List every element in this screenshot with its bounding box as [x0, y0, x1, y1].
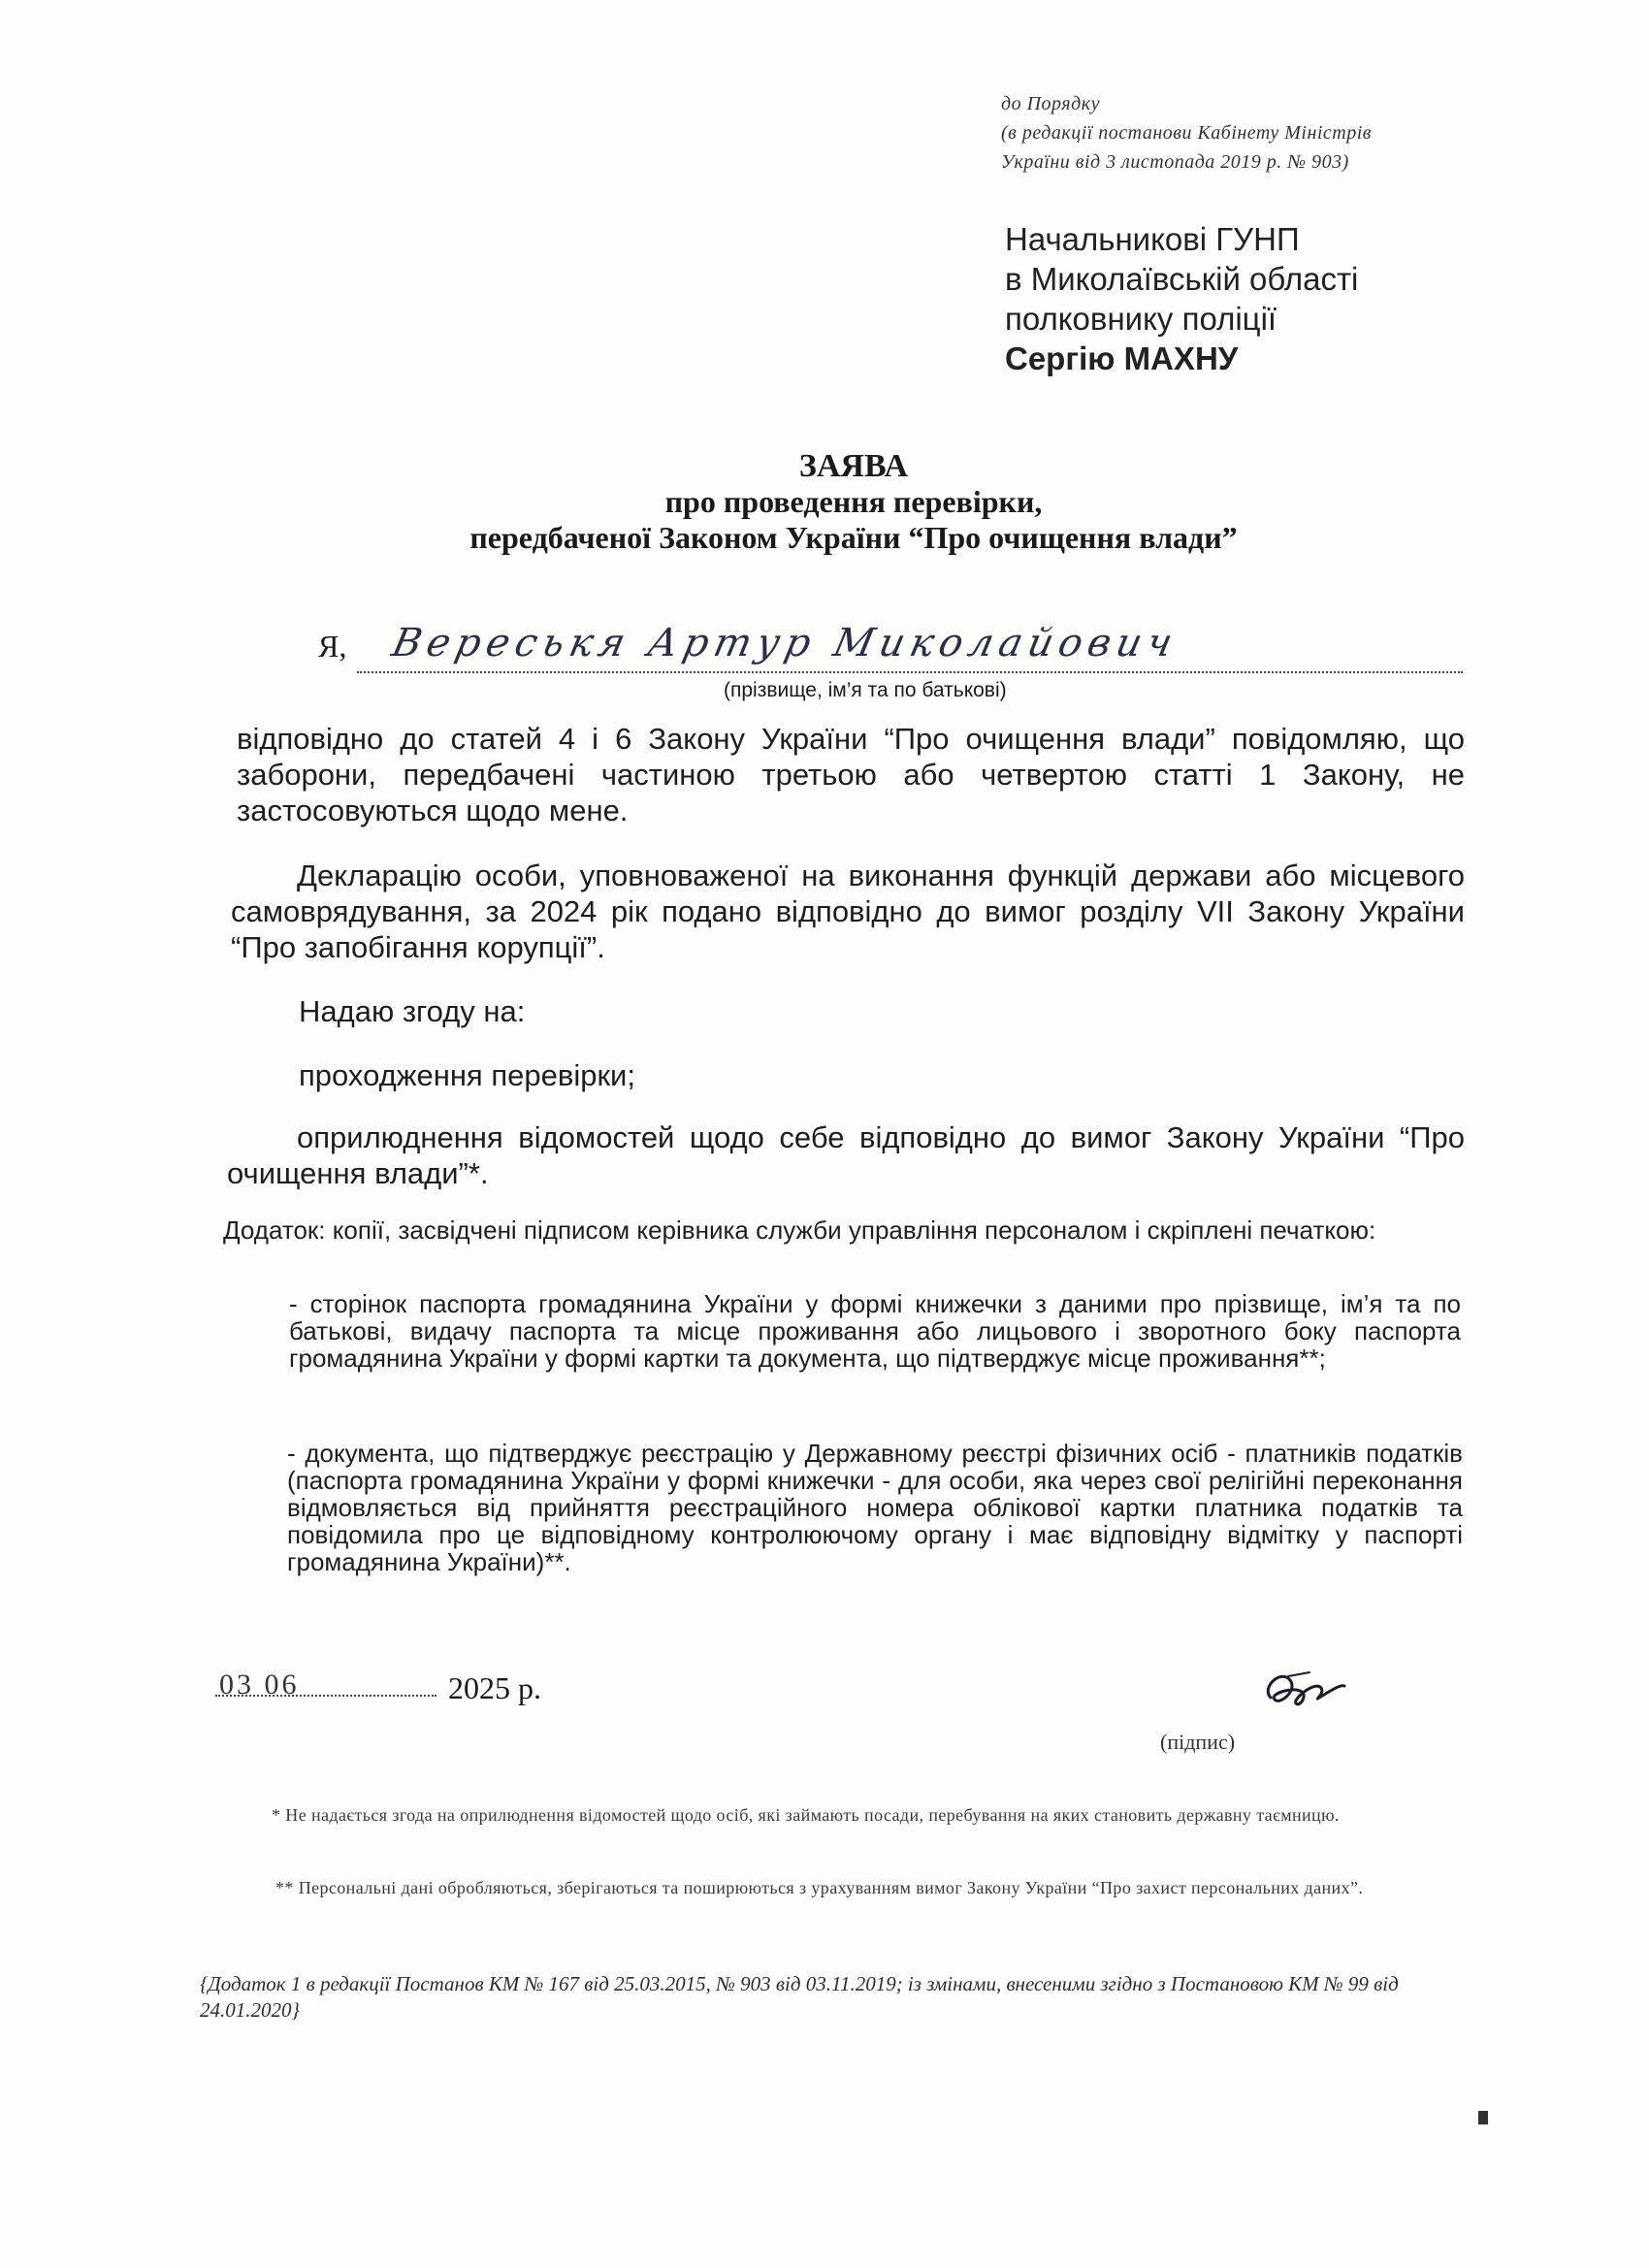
- paragraph-consent-publish: [227, 1119, 1465, 1191]
- applicant-name-handwritten: Вереськя Артур Миколайович: [388, 621, 1182, 665]
- title-line-1: ЗАЯВА: [798, 448, 909, 484]
- signature-scribble: [1251, 1659, 1368, 1727]
- addressee-line-2: в Миколаївській області: [1005, 261, 1359, 297]
- date-value: 03 06: [219, 1669, 300, 1701]
- appendix-item-2: - документа, що підтверджує реєстрацію у Державному реєстрі фізичних осіб - платників податків (паспорта громадянина України у формі книжечки - для особи, яка через свої релігійні переконання відмовляється від прийняття реєстраційного номера облікової картки платника податків та повідомила про це відповідному контролюючому органу і має відповідну відмітку у паспорті громадянина України)**.: [287, 1439, 1463, 1576]
- date-underline: [215, 1695, 436, 1697]
- title-line-3: передбаченої Законом України “Про очищення влади”: [469, 520, 1238, 555]
- document-title: [0, 448, 1649, 556]
- name-underline: [357, 671, 1463, 673]
- appendix-item-1: - сторінок паспорта громадянина України у формі книжечки з даними про прізвище, ім’я та по батькові, видачу паспорта та місце проживання або лицьового і зворотного боку паспорта громадянина України у формі картки та документа, що підтверджує місце проживання**;: [289, 1289, 1461, 1373]
- footnote-1: [204, 1804, 1445, 1826]
- appendix-heading-text: копії, засвідчені підписом керівника служби управління персоналом і скріплені печаткою:: [332, 1215, 1376, 1245]
- addressee-line-3: полковнику поліції: [1005, 301, 1277, 337]
- top-note-line-1: до Порядку: [1001, 93, 1100, 114]
- addressee-block: [1005, 219, 1606, 378]
- paragraph-consent-intro: Надаю згоду на:: [299, 994, 526, 1028]
- signature-mark: [1251, 1659, 1368, 1732]
- top-note-line-3: України від 3 листопада 2019 р. № 903): [1001, 151, 1349, 173]
- signature-label: (підпис): [1160, 1730, 1236, 1754]
- paragraph-declaration: [231, 858, 1465, 965]
- name-hint: (прізвище, ім’я та по батькові): [724, 679, 1007, 701]
- addressee-name: Сергію МАХНУ: [1005, 340, 1239, 376]
- addressee-line-1: Начальникові ГУНП: [1005, 221, 1300, 257]
- date-year: 2025 р.: [448, 1670, 541, 1705]
- footnote-1-text: * Не надається згода на оприлюднення відомостей щодо осіб, які займають посади, перебування на яких становить державну таємницю.: [272, 1805, 1340, 1825]
- paragraph-consent-publish-text: оприлюднення відомостей щодо себе відповідно до вимог Закону України “Про очищення влади”*.: [227, 1120, 1465, 1190]
- paragraph-consent-check: проходження перевірки;: [299, 1058, 635, 1092]
- amendment-note: {Додаток 1 в редакції Постанов КМ № 167 від 25.03.2015, № 903 від 03.11.2019; із змінами, внесеними згідно з Постановою КМ № 99 від 24.01.2020}: [200, 1972, 1399, 2022]
- appendix-heading: [223, 1216, 1461, 1244]
- paragraph-declaration-text: Декларацію особи, уповноваженої на виконання функцій держави або місцевого самоврядування, за 2024 рік подано відповідно до вимог розділу VII Закону України “Про запобігання корупції”.: [231, 859, 1465, 964]
- footnote-2-text: ** Персональні дані обробляються, зберігаються та поширюються з урахуванням вимог Закону України “Про захист персональних даних”.: [275, 1878, 1364, 1897]
- top-note: [1001, 89, 1622, 177]
- paragraph-statement: відповідно до статей 4 і 6 Закону України “Про очищення влади” повідомляю, що заборони, передбачені частиною третьою або четвертою статті 1 Закону, не застосовуються щодо мене.: [237, 722, 1465, 827]
- footnote-2: [208, 1877, 1439, 1898]
- scan-mark: [1478, 2111, 1488, 2124]
- top-note-line-2: (в редакції постанови Кабінету Міністрів: [1001, 122, 1372, 144]
- applicant-prefix: Я,: [318, 629, 347, 664]
- title-line-2: про проведення перевірки,: [664, 484, 1043, 519]
- appendix-label: Додаток:: [223, 1215, 326, 1245]
